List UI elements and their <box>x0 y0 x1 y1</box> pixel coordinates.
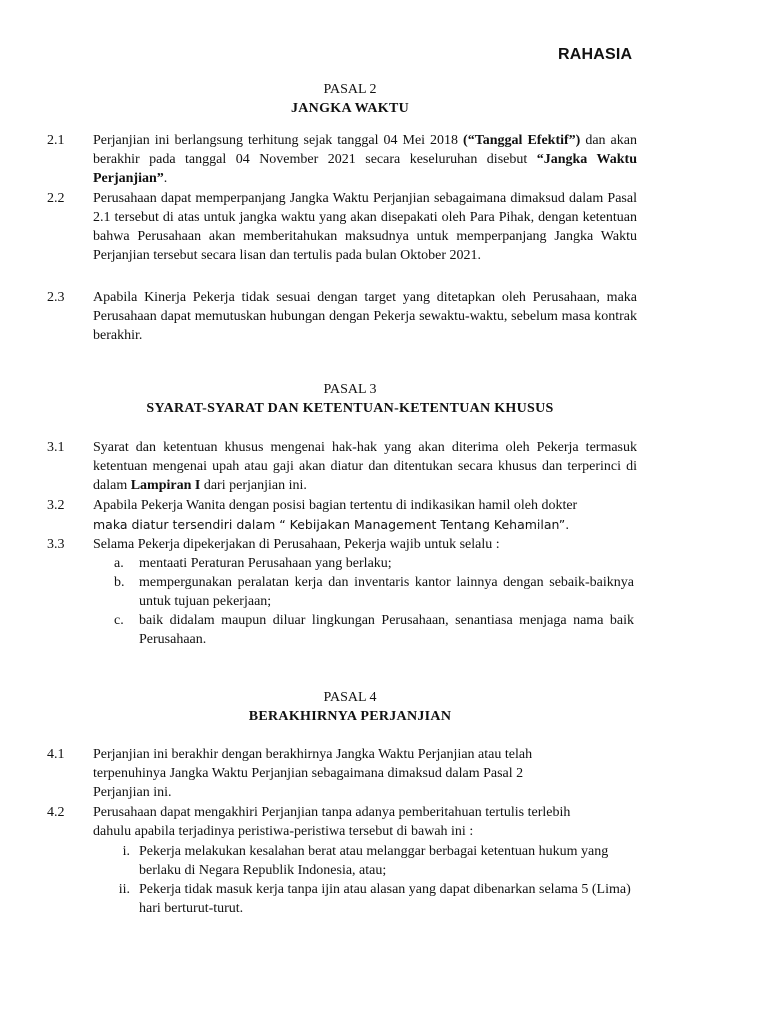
text-line: terpenuhinya Jangka Waktu Perjanjian sebagaimana dimaksud dalam Pasal 2 <box>93 766 524 781</box>
clause-number: 2.1 <box>47 133 65 148</box>
text-line: Apabila Pekerja Wanita dengan posisi bagian tertentu di indikasikan hamil oleh dokter <box>93 498 578 513</box>
clause-number: 4.2 <box>47 805 65 820</box>
clause-2-3 <box>47 288 637 345</box>
text-line: Perjanjian ini. <box>93 785 172 800</box>
clause-2-2 <box>47 189 637 265</box>
clause-3-3 <box>47 535 637 554</box>
pasal-2-heading <box>70 80 630 118</box>
clause-number: 3.3 <box>47 537 65 552</box>
list-marker: ii. <box>118 882 130 897</box>
list-item-b <box>114 573 634 611</box>
pasal-3-heading <box>70 380 630 418</box>
list-marker: a. <box>114 556 124 571</box>
clause-text: Perusahaan dapat memperpanjang Jangka Waktu Perjanjian sebagaimana dimaksud dalam Pasal 2.1 tersebut di atas untuk jangka waktu yang akan disepakati oleh Para Pihak, dengan ketentuan bahwa Perusahaan akan memberitahukan maksudnya untuk memperpanjang Jangka Waktu Perjanjian tersebut secara lisan dan tertulis pada bulan Oktober 2021. <box>93 191 637 263</box>
text-run: . <box>163 171 168 186</box>
clause-2-1 <box>47 131 637 188</box>
text-line: maka diatur tersendiri dalam “ Kebijakan Management Tentang Kehamilan”. <box>93 517 570 532</box>
text-run: Perjanjian ini berlangsung terhitung sejak tanggal 04 Mei 2018 <box>93 133 464 148</box>
pasal-2-title: PASAL 2 <box>323 82 377 97</box>
text-line: Perjanjian ini berakhir dengan berakhirnya Jangka Waktu Perjanjian atau telah <box>93 747 533 762</box>
pasal-3-subtitle: SYARAT-SYARAT DAN KETENTUAN-KETENTUAN KHUSUS <box>146 401 554 416</box>
text-run: dari perjanjian ini. <box>200 478 307 493</box>
clause-number: 3.2 <box>47 498 65 513</box>
list-item-i <box>102 842 634 880</box>
clause-number: 3.1 <box>47 440 65 455</box>
clause-text: Apabila Kinerja Pekerja tidak sesuai dengan target yang ditetapkan oleh Perusahaan, maka Perusahaan dapat memutuskan hubungan dengan Pekerja sewaktu-waktu, sebelum masa kontrak berakhir. <box>93 290 637 343</box>
pasal-3-title: PASAL 3 <box>323 382 377 397</box>
clause-number: 2.2 <box>47 191 65 206</box>
clause-4-1 <box>47 745 637 802</box>
clause-text <box>93 745 637 802</box>
list-item-text: mempergunakan peralatan kerja dan inventaris kantor lainnya dengan sebaik-baiknya untuk tujuan pekerjaan; <box>139 575 634 609</box>
clause-text <box>93 496 637 534</box>
confidential-label: RAHASIA <box>558 46 633 63</box>
clause-4-2 <box>47 803 637 841</box>
text-run: Syarat dan ketentuan khusus mengenai hak-hak yang akan diterima oleh Pekerja termasuk ketentuan mengenai upah atau gaji akan diatur dan ditentukan secara khusus dan terperinci di dalam <box>93 440 637 493</box>
clause-text: Selama Pekerja dipekerjakan di Perusahaan, Pekerja wajib untuk selalu : <box>93 537 500 552</box>
clause-number: 4.1 <box>47 747 65 762</box>
pasal-2-subtitle: JANGKA WAKTU <box>290 101 410 116</box>
text-line: dahulu apabila terjadinya peristiwa-peristiwa tersebut di bawah ini : <box>93 824 474 839</box>
list-item-c <box>114 611 634 649</box>
pasal-4-subtitle: BERAKHIRNYA PERJANJIAN <box>248 709 452 724</box>
pasal-4-heading <box>70 688 630 726</box>
clause-3-2 <box>47 496 637 534</box>
clause-text <box>93 131 637 188</box>
list-marker: i. <box>122 844 130 859</box>
list-item-a <box>114 554 634 573</box>
list-marker: b. <box>114 575 125 590</box>
text-run: dan akan berakhir pada tanggal 04 November 2021 secara keseluruhan disebut <box>93 133 637 167</box>
clause-number: 2.3 <box>47 290 65 305</box>
pasal-4-title: PASAL 4 <box>323 690 377 705</box>
list-item-text: Pekerja melakukan kesalahan berat atau melanggar berbagai ketentuan hukum yang berlaku di Negara Republik Indonesia, atau; <box>139 844 609 878</box>
defined-term: “Jangka Waktu Perjanjian” <box>93 152 637 186</box>
list-item-text: Pekerja tidak masuk kerja tanpa ijin atau alasan yang dapat dibenarkan selama 5 (Lima) hari berturut-turut. <box>139 882 631 916</box>
list-marker: c. <box>114 613 124 628</box>
defined-term: (“Tanggal Efektif”) <box>463 133 581 148</box>
text-line: Perusahaan dapat mengakhiri Perjanjian tanpa adanya pemberitahuan tertulis terlebih <box>93 805 571 820</box>
appendix-reference: Lampiran I <box>130 478 201 493</box>
clause-text <box>93 438 637 495</box>
clause-text <box>93 803 637 841</box>
list-item-text: mentaati Peraturan Perusahaan yang berlaku; <box>139 556 392 571</box>
clause-3-1 <box>47 438 637 495</box>
list-item-ii <box>102 880 634 918</box>
list-item-text: baik didalam maupun diluar lingkungan Perusahaan, senantiasa menjaga nama baik Perusahaan. <box>139 613 634 647</box>
